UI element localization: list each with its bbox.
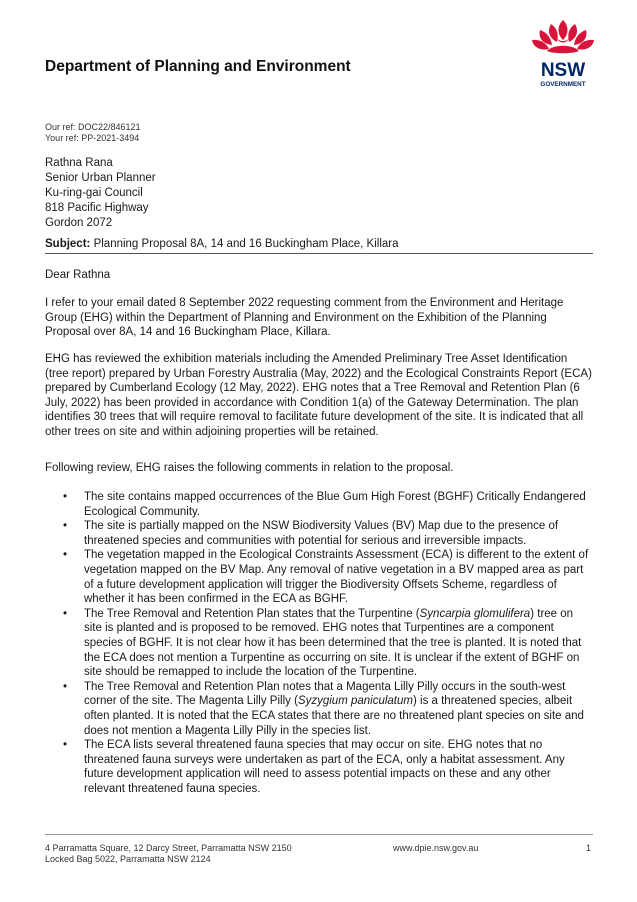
list-item (63, 548, 593, 606)
species-name: Syzygium paniculatum (297, 695, 413, 708)
bullet-text: The Tree Removal and Retention Plan states that the Turpentine ( (84, 607, 420, 620)
recipient-organisation: Ku-ring-gai Council (45, 187, 143, 199)
salutation: Dear Rathna (45, 269, 111, 281)
nsw-government-logo (527, 16, 599, 94)
footer-website: www.dpie.nsw.gov.au (393, 843, 479, 853)
bullet-text: ) tree on site is planted and is proposed to be removed. EHG notes that Turpentines are a component species of BGHF. It is not clear how it has been determined that the tree is planted. It is noted that the ECA does not mention a Turpentine as occurring on site. It is unclear if the extent of BGHF on site should be remapped to include the location of the Turpentine. (84, 607, 582, 679)
bullet-text: The vegetation mapped in the Ecological Constraints Assessment (ECA) is different to the extent of vegetation mapped on the BV Map. Any removal of native vegetation in a BV mapped area as part of a future development application will trigger the Biodiversity Offsets Scheme, regardless of whether it has been confirmed in the ECA as BGHF. (84, 549, 589, 606)
recipient-address (45, 156, 156, 231)
subject-text: Planning Proposal 8A, 14 and 16 Buckingham Place, Killara (90, 238, 399, 250)
department-title: Department of Planning and Environment (45, 58, 351, 75)
footer-address-line: 4 Parramatta Square, 12 Darcy Street, Parramatta NSW 2150 (45, 843, 292, 853)
footer-address (45, 843, 292, 865)
your-ref: Your ref: PP-2021-3494 (45, 133, 140, 143)
recipient-name: Rathna Rana (45, 157, 113, 169)
reference-numbers (45, 122, 141, 144)
species-name: Syncarpia glomulifera (419, 607, 531, 620)
bullet-text: The site is partially mapped on the NSW Biodiversity Values (BV) Map due to the presence of threatened species and communities with potential for serious and irreversible impacts. (84, 520, 559, 547)
waratah-icon (527, 16, 599, 94)
footer-address-line: Locked Bag 5022, Parramatta NSW 2124 (45, 854, 211, 864)
list-item (63, 738, 593, 796)
recipient-street: 818 Pacific Highway (45, 202, 149, 214)
bullet-text: The Tree Removal and Retention Plan notes that a Magenta Lilly Pilly occurs in the south-west corner of the site. The Magenta Lilly Pilly ( (84, 680, 566, 708)
subject-line (45, 238, 593, 254)
paragraph-review: EHG has reviewed the exhibition materials including the Amended Preliminary Tree Asset Identification (tree report) prepared by Urban Forestry Australia (May, 2022) and the Ecological Constraints Report (ECA) prepared by Cumberland Ecology (12 May, 2022). EHG notes that a Tree Removal and Retention Plan (6 July, 2022) has been provided in accordance with Condition 1(a) of the Gateway Determination. The plan identifies 30 trees that will require removal to facilitate future development of the site. It is indicated that all other trees on site and within adjoining properties will be retained. (45, 353, 592, 438)
bullet-text: The site contains mapped occurrences of the Blue Gum High Forest (BGHF) Critically Endangered Ecological Community. (84, 491, 586, 518)
recipient-title: Senior Urban Planner (45, 172, 156, 184)
page-number: 1 (586, 843, 592, 853)
list-item (63, 680, 593, 738)
paragraph-comments-lead: Following review, EHG raises the following comments in relation to the proposal. (45, 462, 454, 474)
our-ref: Our ref: DOC22/846121 (45, 122, 141, 132)
recipient-suburb: Gordon 2072 (45, 217, 113, 229)
logo-subtext: GOVERNMENT (540, 81, 586, 88)
footer-divider (45, 834, 593, 835)
subject-label: Subject: (45, 238, 91, 250)
list-item (63, 607, 593, 680)
comments-list (63, 490, 593, 796)
list-item (63, 490, 593, 519)
bullet-text: The ECA lists several threatened fauna species that may occur on site. EHG notes that no threatened fauna surveys were undertaken as part of the ECA, only a habitat assessment. Any future development application will need to assess potential impacts on these and any other relevant threatened fauna species. (84, 739, 565, 795)
paragraph-intro: I refer to your email dated 8 September 2022 requesting comment from the Environment and Heritage Group (EHG) within the Department of Planning and Environment on the Exhibition of the Planning Proposal over 8A, 14 and 16 Buckingham Place, Killara. (45, 297, 564, 339)
logo-text: NSW (540, 60, 586, 81)
bullet-text: ) is a threatened species, albeit often planted. It is noted that the ECA states that there are no threatened plant species on site and does not mention a Magenta Lilly Pilly in the species list. (84, 695, 584, 737)
list-item (63, 519, 593, 548)
